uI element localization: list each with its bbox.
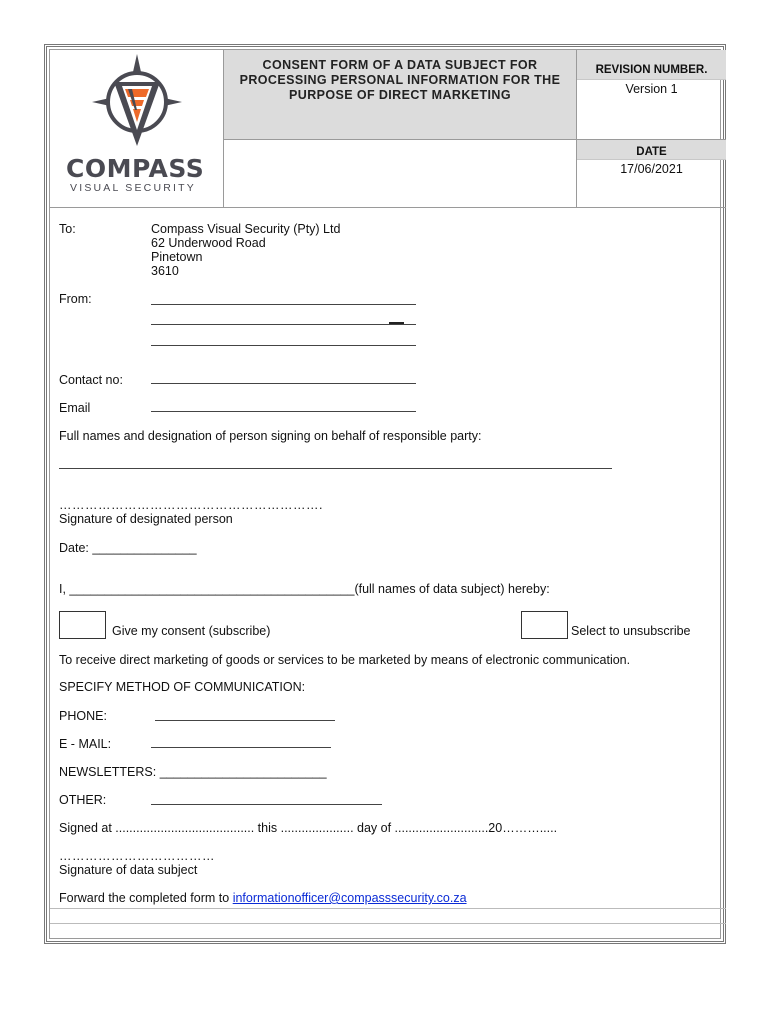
compass-logo-icon [92, 54, 182, 154]
signed-at-line[interactable]: Signed at ........................................ this ..................... day of ...........................20………..... [59, 821, 558, 835]
contact-label: Contact no: [59, 373, 123, 387]
subject-signature-label: Signature of data subject [59, 863, 198, 877]
email-field[interactable] [151, 411, 416, 412]
unsubscribe-checkbox[interactable] [521, 611, 568, 639]
form-inner-border [49, 49, 721, 939]
footer-divider-2 [50, 923, 726, 924]
from-line-2-mark [389, 322, 404, 324]
information-officer-email-link[interactable]: informationofficer@compasssecurity.co.za [232, 891, 467, 905]
date-value: 17/06/2021 [620, 162, 683, 176]
unsubscribe-label: Select to unsubscribe [571, 624, 691, 638]
address-line-4: 3610 [151, 264, 179, 278]
full-names-label: Full names and designation of person signing on behalf of responsible party: [59, 429, 482, 443]
other-field[interactable] [151, 804, 382, 805]
revision-value: Version 1 [577, 80, 726, 140]
from-line-1[interactable] [151, 304, 416, 305]
email-label: Email [59, 401, 91, 415]
logo-cell [50, 50, 224, 208]
date-label: DATE [577, 140, 726, 160]
title-line-2: PROCESSING PERSONAL INFORMATION FOR THE [239, 73, 561, 87]
subscribe-checkbox[interactable] [59, 611, 106, 639]
form-title [224, 50, 577, 140]
receive-text: To receive direct marketing of goods or services to be marketed by means of electronic communication. [59, 653, 631, 667]
designated-signature-dots: ……………………………………………………. [59, 498, 323, 512]
date-field-label[interactable]: Date: _______________ [59, 541, 197, 555]
company-tagline: VISUAL SECURITY [70, 182, 196, 194]
from-line-3[interactable] [151, 345, 416, 346]
forward-text: Forward the completed form to [59, 891, 233, 905]
subject-signature-dots: ……………………………… [59, 849, 215, 863]
phone-field[interactable] [155, 720, 335, 721]
designated-signature-label: Signature of designated person [59, 512, 233, 526]
specify-label: SPECIFY METHOD OF COMMUNICATION: [59, 680, 306, 694]
address-line-1: Compass Visual Security (Pty) Ltd [151, 222, 341, 236]
full-names-field[interactable] [59, 468, 612, 469]
title-blank-cell [224, 140, 577, 208]
other-label: OTHER: [59, 793, 107, 807]
form-header [50, 50, 726, 208]
form-frame [44, 44, 726, 944]
address-line-3: Pinetown [151, 250, 203, 264]
email-method-label: E - MAIL: [59, 737, 112, 751]
title-line-1: CONSENT FORM OF A DATA SUBJECT FOR [262, 58, 538, 72]
data-subject-statement[interactable]: I, _________________________________________(full names of data subject) hereby: [59, 582, 550, 596]
phone-label: PHONE: [59, 709, 107, 723]
address-line-2: 62 Underwood Road [151, 236, 266, 250]
newsletters-label[interactable]: NEWSLETTERS: ________________________ [59, 765, 327, 779]
company-name: COMPASS [66, 154, 205, 183]
email-method-field[interactable] [151, 747, 331, 748]
from-line-2[interactable] [151, 324, 416, 325]
subscribe-label: Give my consent (subscribe) [112, 624, 271, 638]
contact-field[interactable] [151, 383, 416, 384]
footer-divider-1 [50, 908, 726, 909]
to-label: To: [59, 222, 76, 236]
title-line-3: PURPOSE OF DIRECT MARKETING [289, 88, 511, 102]
revision-label: REVISION NUMBER. [577, 50, 726, 80]
from-label: From: [59, 292, 92, 306]
forward-instruction [59, 891, 467, 905]
